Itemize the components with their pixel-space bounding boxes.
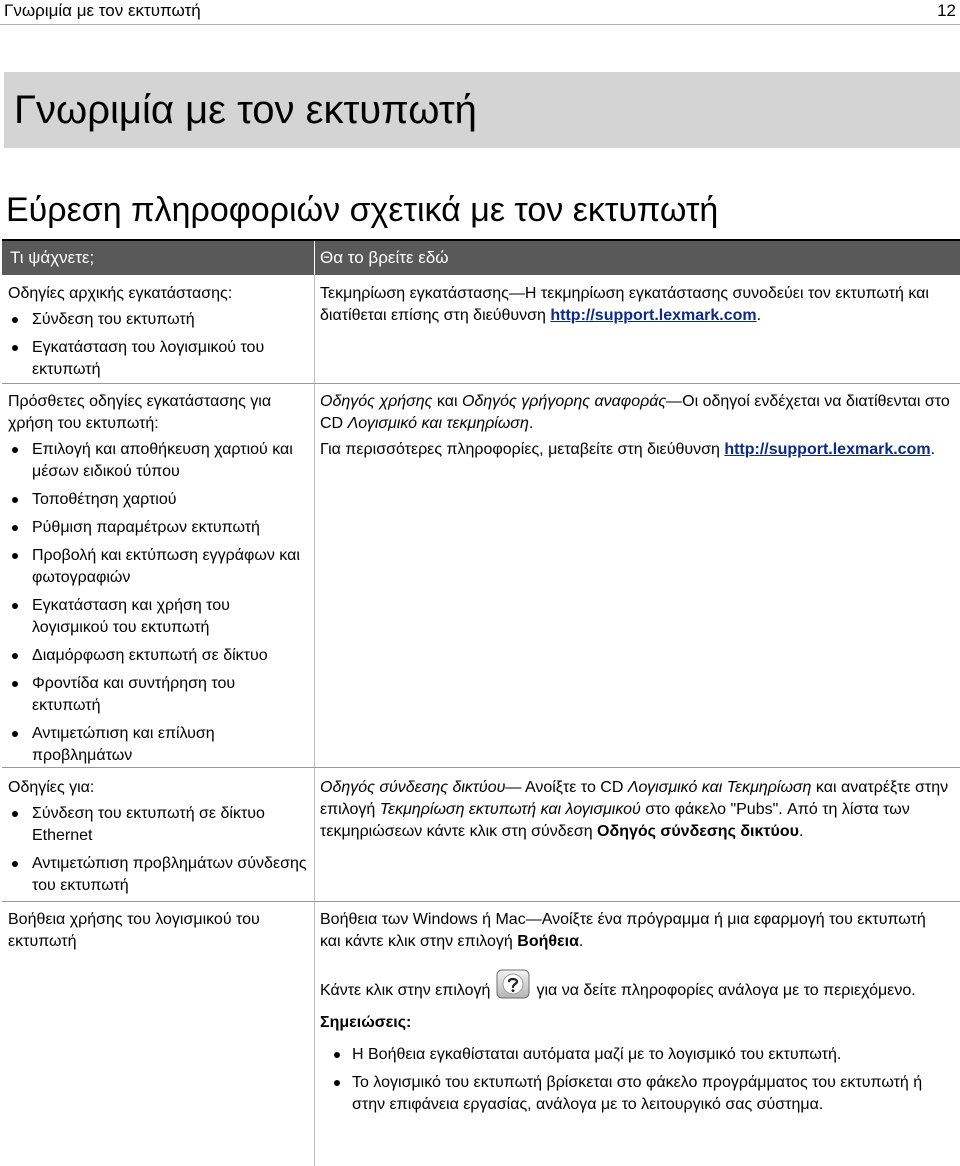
- table-header-row: [2, 241, 960, 275]
- table-row-2-right: [320, 391, 950, 461]
- table-row-4-left: [8, 909, 308, 953]
- row-2-more-info: Για περισσότερες πληροφορίες, μεταβείτε στη διεύθυνση http://support.lexmark.com.: [320, 441, 936, 458]
- info-table: [2, 239, 960, 1166]
- table-row-2-left: [8, 391, 308, 773]
- row-4-help-tip: Κάντε κλικ στην επιλογή για να δείτε πληροφορίες ανάλογα με το περιεχόμενο.: [320, 965, 950, 1002]
- chapter-title: Γνωριμία με τον εκτυπωτή: [14, 88, 477, 132]
- header-divider: [314, 241, 315, 275]
- list-item: Τοποθέτηση χαρτιού: [8, 489, 308, 511]
- row-4-source: Βοήθεια των Windows ή Mac—Ανοίξτε ένα πρόγραμμα ή μια εφαρμογή του εκτυπωτή και κάντε κλικ στην επιλογή Βοήθεια.: [320, 911, 926, 950]
- chapter-band: [4, 72, 960, 148]
- list-item: Αντιμετώπιση προβλημάτων σύνδεσης του εκτυπωτή: [8, 853, 308, 897]
- row-3-list: [8, 803, 308, 897]
- column-divider: [314, 275, 315, 1166]
- list-item: Το λογισμικό του εκτυπωτή βρίσκεται στο φάκελο προγράμματος του εκτυπωτή ή στην επιφάνεια εργασίας, ανάλογα με το λειτουργικό σας σύστημα.: [320, 1072, 950, 1116]
- table-row-4-right: [320, 909, 950, 1122]
- list-item: Εγκατάσταση του λογισμικού του εκτυπωτή: [8, 337, 308, 381]
- row-divider: [2, 767, 960, 768]
- table-row-1-right: [320, 283, 950, 327]
- row-2-source: Οδηγός χρήσης και Οδηγός γρήγορης αναφοράς—Οι οδηγοί ενδέχεται να διατίθενται στο CD Λογισμικό και τεκμηρίωση.: [320, 393, 950, 432]
- list-item: Εγκατάσταση και χρήση του λογισμικού του εκτυπωτή: [8, 595, 308, 639]
- row-4-title: Βοήθεια χρήσης του λογισμικού του εκτυπωτή: [8, 911, 260, 950]
- list-item: Σύνδεση του εκτυπωτή σε δίκτυο Ethernet: [8, 803, 308, 847]
- row-1-list: [8, 309, 308, 381]
- help-icon[interactable]: [496, 969, 530, 999]
- list-item: Σύνδεση του εκτυπωτή: [8, 309, 308, 331]
- list-item: Επιλογή και αποθήκευση χαρτιού και μέσων ειδικού τύπου: [8, 439, 308, 483]
- support-link[interactable]: http://support.lexmark.com: [724, 441, 931, 458]
- section-title: Εύρεση πληροφοριών σχετικά με τον εκτυπωτή: [6, 191, 719, 229]
- row-1-title: Οδηγίες αρχικής εγκατάστασης:: [8, 285, 233, 302]
- notes-list: [320, 1044, 950, 1116]
- running-header-title: Γνωριμία με τον εκτυπωτή: [4, 1, 201, 20]
- row-divider: [2, 383, 960, 384]
- table-row-3-left: [8, 777, 308, 903]
- row-3-source: Οδηγός σύνδεσης δικτύου— Ανοίξτε το CD Λογισμικό και Τεκμηρίωση και ανατρέξτε στην επιλογή Τεκμηρίωση εκτυπωτή και λογισμικού στο φάκελο "Pubs". Από τη λίστα των τεκμηριώσεων κάντε κλικ στη σύνδεση Οδηγός σύνδεσης δικτύου.: [320, 779, 949, 840]
- table-row-1-left: [8, 283, 308, 387]
- list-item: Διαμόρφωση εκτυπωτή σε δίκτυο: [8, 645, 308, 667]
- running-header: [0, 0, 960, 25]
- table-header-where: Θα το βρείτε εδώ: [320, 248, 449, 267]
- page-number: 12: [937, 1, 956, 20]
- list-item: Ρύθμιση παραμέτρων εκτυπωτή: [8, 517, 308, 539]
- row-2-list: [8, 439, 308, 767]
- list-item: Αντιμετώπιση και επίλυση προβλημάτων: [8, 723, 308, 767]
- support-link[interactable]: http://support.lexmark.com: [550, 307, 757, 324]
- row-2-title: Πρόσθετες οδηγίες εγκατάστασης για χρήση του εκτυπωτή:: [8, 393, 272, 432]
- row-1-source: Τεκμηρίωση εγκατάστασης—Η τεκμηρίωση εγκατάστασης συνοδεύει τον εκτυπωτή και διατίθεται επίσης στη διεύθυνση http://support.lexmark.com.: [320, 285, 929, 324]
- row-3-title: Οδηγίες για:: [8, 779, 95, 796]
- list-item: Φροντίδα και συντήρηση του εκτυπωτή: [8, 673, 308, 717]
- table-header-what: Τι ψάχνετε;: [10, 248, 95, 267]
- table-row-3-right: [320, 777, 950, 843]
- list-item: Η Βοήθεια εγκαθίσταται αυτόματα μαζί με το λογισμικό του εκτυπωτή.: [320, 1044, 950, 1066]
- notes-title: Σημειώσεις:: [320, 1014, 412, 1031]
- row-divider: [2, 901, 960, 902]
- list-item: Προβολή και εκτύπωση εγγράφων και φωτογραφιών: [8, 545, 308, 589]
